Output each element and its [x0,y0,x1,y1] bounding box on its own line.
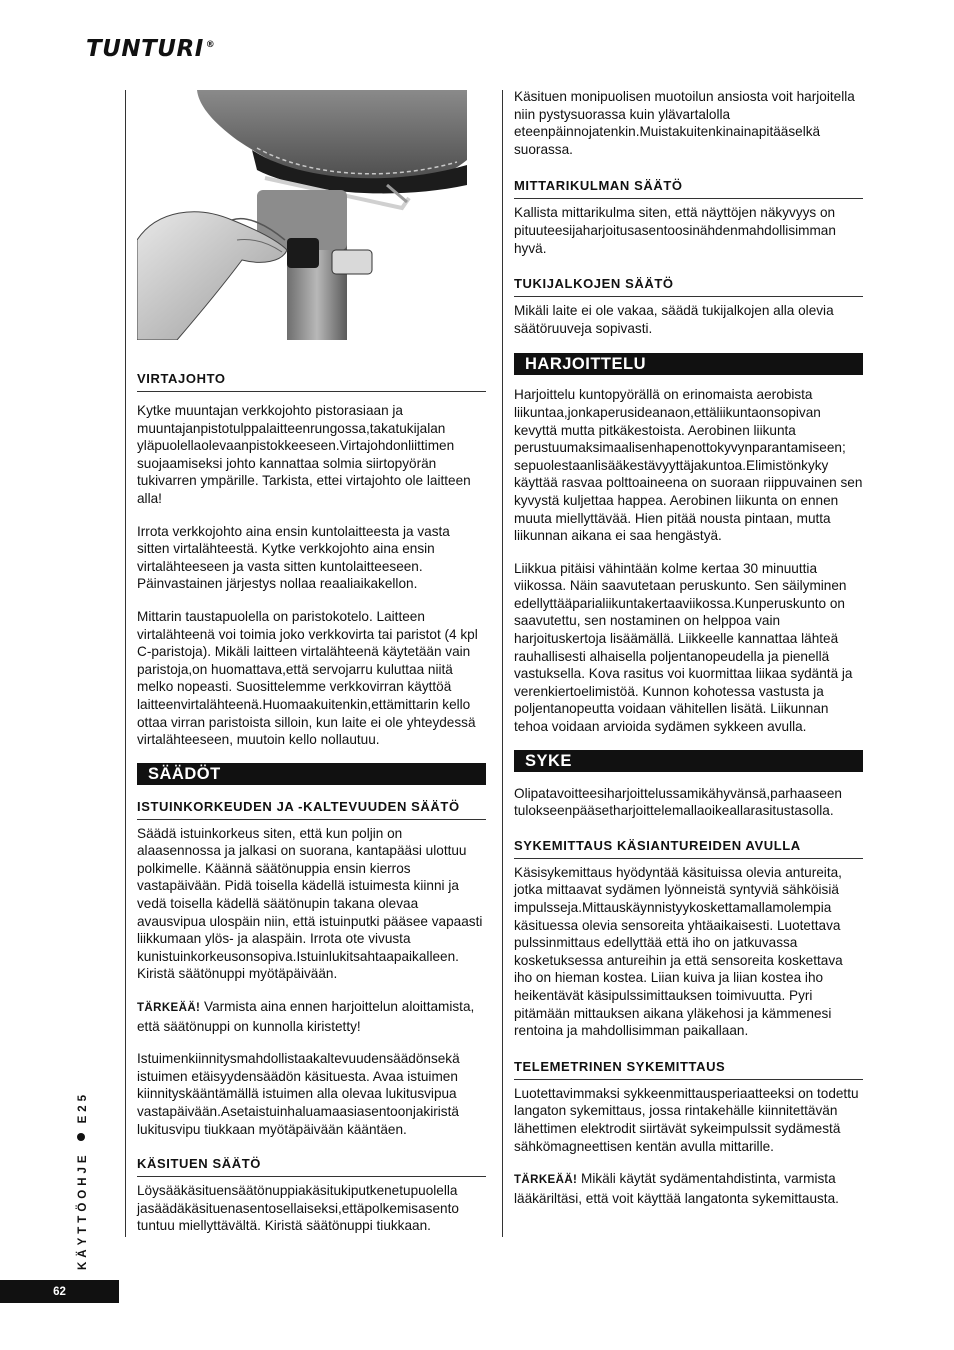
tukijalka-paragraph: Mikäli laite ei ole vakaa, säädä tukijalkojen alla olevia säätöruuveja sopivasti. [514,303,834,336]
istuin-heading: ISTUINKORKEUDEN JA -KALTEVUUDEN SÄÄTÖ [137,799,486,820]
mittarikulma-heading: MITTARIKULMAN SÄÄTÖ [514,178,863,199]
mittarikulma-paragraph: Kallista mittarikulma siten, että näyttöjen näkyvyys on pituuteesijaharjoitusasentoosinähdenmahdollisimman hyvä. [514,205,836,256]
left-column-rule [125,90,126,1237]
tunturi-logo: TUNTURI ® [86,36,216,62]
istuin-paragraph-2: Istuimenkiinnitysmahdollistaakaltevuudensäädönsekä istuimen etäisyydensäädön käsituesta. Avaa istuimen kiinnityskääntämällä istuimen alla olevaa lukitusvipua vastapäivään.Asetaistuinhaluamaasiasentoonjakiristä lukitusvipu tiukkaan myötäpäivään kääntäen. [137,1051,460,1137]
istuin-paragraph-1: Säädä istuinkorkeus siten, että kun poljin on alaasennossa ja jalkasi on suorana, kantapääsi ulottuu polkimelle. Käännä säätönuppia ensin kierros vastapäivään. Pidä toisella kädellä istuimesta kiinni ja vedä toisella kädellä säätönupin takana olevaa avausvipua ulospäin niin, että istuinputki pääsee vapaasti liikkumaan ylös- ja alaspäin. Irrota ote vivusta kunistuinkorkeusonsopiva.Istuinlukitsahtaapaikalleen. Kiristä säätönuppi myötäpäivään. [137,825,483,982]
harjoittelu-paragraph-1: Harjoittelu kuntopyörällä on erinomaista aerobista liikuntaa,jonkaperusideanaon,ettäliikuntaonsopivan kevyttä mutta pitkäkestoista. Aerobinen liikunta perustuumaksimaalisenhapenottokyvynparantamiseen; sepuolestaanlisääkestävyyttäjakuntoa.Elimistönkyky käyttää rasvaa polttoaineena on suoraan riippuvainen sen kyvystä kuljettaa happea. Aerobinen liikunta on ennen muuta miellyttävää. Hien pitää nousta pintaan, mutta liikunnan aikana ei saa hengästyä. [514,387,863,544]
virtajohto-paragraph-2: Irrota verkkojohto aina ensin kuntolaitteesta ja vasta sitten virtalähteestä. Kytke verkkojohto aina ensin virtalähteeseen ja vasta sitten kuntolaitteeseen. Päinvastainen järjestys nollaa reaaliaikakellon. [137,523,450,592]
right-column [514,88,863,1207]
telemetrinen-heading: TELEMETRINEN SYKEMITTAUS [514,1059,863,1080]
telemetrinen-important: TÄRKEÄÄ! Mikäli käytät sydämentahdistinta, varmista lääkäriltäsi, että voit käyttää langatonta sykemittausta. [514,1171,839,1206]
sykemittaus-kasi-heading: SYKEMITTAUS KÄSIANTUREIDEN AVULLA [514,838,863,859]
virtajohto-paragraph-1: Kytke muuntajan verkkojohto pistorasiaan ja muuntajanpistotulppalaitteenrungossa,takatukijalan yläpuolellaolevaanpistokkeeseen.Virtajohdonliittimen suojaamiseksi johto kannattaa solmia siirtopyörän tukivarren ympärille. Tarkista, ettei virtajohto ole laitteen alla! [137,403,471,506]
saadot-section-header: SÄÄDÖT [137,763,486,785]
page-number: 62 [0,1280,119,1303]
kasituki-intro-paragraph: Käsituen monipuolisen muotoilun ansiosta voit harjoitella niin pystysuorassa kuin ylävartalolla eteenpäinnojatenkin.Muistakuitenkinainapitääselkä suorassa. [514,89,855,157]
syke-section-header: SYKE [514,750,863,772]
side-guide-label: KÄYTTÖOHJEE25 [77,1090,89,1270]
telemetrinen-paragraph: Luotettavimmaksi sykkeenmittausperiaatteeksi on todettu langaton sykemittaus, jossa rintakehälle kiinnitettävän lähettimen elektrodit siirtävät sykeimpulssit sydämestä sähkömagneettisen kentän avulla mittarille. [514,1085,859,1154]
tukijalka-heading: TUKIJALKOJEN SÄÄTÖ [514,276,863,297]
seat-adjustment-photo [137,90,467,340]
syke-paragraph: Olipatavoitteesiharjoittelussamikähyvänsä,parhaaseen tulokseenpääsetharjoittelemallaoikeallarasitustasolla. [514,785,842,819]
kasituki-heading: KÄSITUEN SÄÄTÖ [137,1156,486,1177]
middle-column-rule [502,90,503,1237]
istuin-important: TÄRKEÄÄ! Varmista aina ennen harjoittelun aloittamista, että säätönuppi on kunnolla kiristetty! [137,999,475,1034]
important-label: TÄRKEÄÄ! [514,1174,578,1187]
left-column [137,371,486,1235]
harjoittelu-paragraph-2: Liikkua pitäisi vähintään kolme kertaa 30 minuuttia viikossa. Näin saavutetaan peruskunto. Sen säilyminen edellyttääparialiikuntakertaaviikossa.Kunperuskunto on saavutettu, sen nostaminen on helppoa vain harjoituskertoja lisäämällä. Liikkeelle kannattaa lähteä rauhallisesti alhaisella poljentanopeudella ja pienellä vastuksella. Kova rasitus voi kuormittaa liikaa sydäntä ja verenkiertoelimistöä. Kunnon kohotessa vastusta ja poljentanopeutta voidaan vähitellen lisätä. Liikunnan tehoa voidaan arvioida sydämen sykkeen avulla. [514,560,853,735]
harjoittelu-section-header: HARJOITTELU [514,353,863,375]
kasituki-paragraph: Löysääkäsituensäätönuppiakäsitukiputkenetupuolella jasäädäkäsituenasentosellaiseksi,ettäpolkemisasento tuntuu miellyttävältä. Kiristä säätönuppi tiukkaan. [137,1183,459,1234]
virtajohto-paragraph-3: Mittarin taustapuolella on paristokotelo. Laitteen virtalähteenä voi toimia joko verkkovirta tai paristot (4 kpl C-paristoja). Mikäli laitteen virtalähteenä käytetään vain paristoja,on huomattava,että servojarru kuluttaa niitä melko nopeasti. Suosittelemme verkkovirran käyttöä laitteenvirtalähteenä.Huomaakuitenkin,ettämittarin kello ottaa virran paristoista silloin, kun laite ei ole yhteydessä virtalähteeseen, muutoin kello nollautuu. [137,608,478,748]
sykemittaus-kasi-paragraph: Käsisykemittaus hyödyntää käsituissa olevia antureita, jotka mittaavat sydämen lyönneistä syntyviä sähköisiä impulsseja.Mittauskäynnistyykoskettamallamolempia käsituessa olevia sensoreita yhtäaikaisesti. Luotettava pulssinmittaus edellyttää että iho on jatkuvassa kosketuksessa antureihin ja että sensoreita koskettava iho on hieman kostea. Liian kuiva ja liian kostea iho heikentävät käsipulssimittauksen toimivuutta. Pyri pitämään mittauksen aikana yläkehosi ja kämmenesi rentoina ja mahdollisimman paikallaan. [514,864,843,1039]
virtajohto-heading: VIRTAJOHTO [137,371,486,392]
important-label: TÄRKEÄÄ! [137,1002,201,1015]
bullet-dot-icon [77,1133,85,1141]
